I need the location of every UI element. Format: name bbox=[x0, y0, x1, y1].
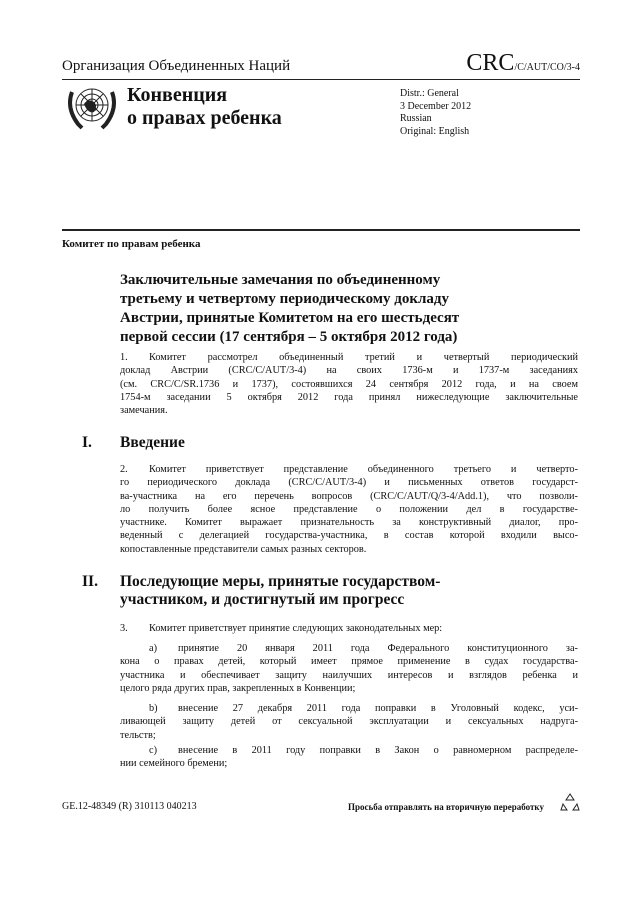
item-line: внесение 27 декабря 2011 года поправки в Уголовный кодекс, уси- bbox=[178, 703, 578, 714]
document-symbol bbox=[466, 50, 580, 77]
section-number: II. bbox=[82, 573, 98, 590]
item-line: тельств; bbox=[120, 729, 156, 741]
para-number: 2. bbox=[120, 464, 128, 475]
list-item-c bbox=[120, 744, 578, 771]
document-title bbox=[120, 271, 459, 347]
para-line: Комитет приветствует принятие следующих законодательных мер: bbox=[149, 623, 443, 634]
item-line: кона о правах детей, который имеет прямое применение в судах государства- bbox=[120, 656, 578, 668]
header-rule bbox=[62, 79, 580, 80]
symbol-main: CRC bbox=[466, 50, 515, 76]
list-item-b bbox=[120, 702, 578, 742]
para-line: Комитет рассмотрел объединенный третий и четвертый периодический bbox=[149, 352, 578, 363]
language-line: Russian bbox=[400, 113, 432, 124]
item-label: c) bbox=[149, 745, 157, 756]
item-line: ливающей защиту детей от сексуальной эксплуатации и сексуальных надруга- bbox=[120, 716, 578, 728]
title-line: Заключительные замечания по объединенному bbox=[120, 272, 441, 288]
para-line: веденный с делегацией государства-участника, в состав которой входили высо- bbox=[120, 530, 578, 542]
para-number: 1. bbox=[120, 352, 128, 363]
section-number: I. bbox=[82, 434, 92, 451]
para-line: копоставленные представители самых разных секторов. bbox=[120, 543, 367, 555]
item-line: внесение в 2011 году поправки в Закон о равномерном распределе- bbox=[178, 745, 578, 756]
recycle-notice: Просьба отправлять на вторичную переработку bbox=[348, 802, 544, 812]
title-line: первой сессии (17 сентября – 5 октября 2012 года) bbox=[120, 329, 458, 345]
para-line: го периодического доклада (CRC/C/AUT/3-4) и письменных ответов государст- bbox=[120, 477, 578, 489]
item-label: a) bbox=[149, 643, 157, 654]
paragraph-1 bbox=[120, 351, 578, 417]
date-line: 3 December 2012 bbox=[400, 100, 472, 112]
para-line: ва-участника на его перечень вопросов (CRC/C/AUT/Q/3-4/Add.1), что позволи- bbox=[120, 490, 578, 502]
recycle-icon bbox=[560, 792, 580, 812]
item-line: целого ряда других прав, закрепленных в Конвенции; bbox=[120, 682, 356, 694]
para-line: ло получить более ясное представление о положении дел в государстве- bbox=[120, 503, 578, 515]
paragraph-2 bbox=[120, 463, 578, 556]
distr-line: Distr.: General bbox=[400, 88, 459, 99]
para-line: Комитет приветствует представление объединенного третьего и четверто- bbox=[149, 464, 578, 475]
item-line: участника и обеспечивает защиту наилучших интересов и взглядов ребенка и bbox=[120, 669, 578, 681]
title-line: третьему и четвертому периодическому докладу bbox=[120, 291, 450, 307]
list-item-a bbox=[120, 642, 578, 695]
document-code: GE.12-48349 (R) 310113 040213 bbox=[62, 801, 197, 812]
heading-line: участником, и достигнутый им прогресс bbox=[120, 591, 405, 608]
item-label: b) bbox=[149, 703, 158, 714]
para-line: (см. CRC/C/SR.1736 и 1737), состоявшихся 24 сентября 2012 года, и на своем bbox=[120, 378, 578, 390]
masthead-rule bbox=[62, 229, 580, 231]
para-line: 1754-м заседании 5 октября 2012 года принял нижеследующие заключительные bbox=[120, 391, 578, 403]
masthead-title-line: Конвенция bbox=[127, 84, 228, 106]
distribution-info bbox=[400, 88, 471, 138]
masthead-title-line: о правах ребенка bbox=[127, 107, 282, 129]
item-line: принятие 20 января 2011 года Федерального конституционного за- bbox=[178, 643, 578, 654]
masthead-title bbox=[127, 84, 282, 130]
paragraph-3 bbox=[120, 622, 578, 635]
committee-name: Комитет по правам ребенка bbox=[62, 238, 201, 250]
original-line: Original: English bbox=[400, 125, 470, 137]
para-line: доклад Австрии (CRC/C/AUT/3-4) на своих 1736-м и 1737-м заседаниях bbox=[120, 365, 578, 377]
para-line: участнике. Комитет выражает признательность за конструктивный диалог, про- bbox=[120, 517, 578, 529]
para-line: замечания. bbox=[120, 405, 168, 417]
symbol-sub: /C/AUT/CO/3-4 bbox=[514, 62, 580, 73]
heading-line: Последующие меры, принятые государством- bbox=[120, 573, 441, 590]
title-line: Австрии, принятые Комитетом на его шестьдесят bbox=[120, 310, 460, 326]
org-name: Организация Объединенных Наций bbox=[62, 58, 291, 74]
section-heading: Введение bbox=[120, 434, 185, 451]
un-emblem-icon bbox=[64, 82, 120, 132]
para-number: 3. bbox=[120, 623, 128, 634]
item-line: нии семейного бремени; bbox=[120, 758, 228, 770]
section-heading bbox=[120, 573, 440, 609]
